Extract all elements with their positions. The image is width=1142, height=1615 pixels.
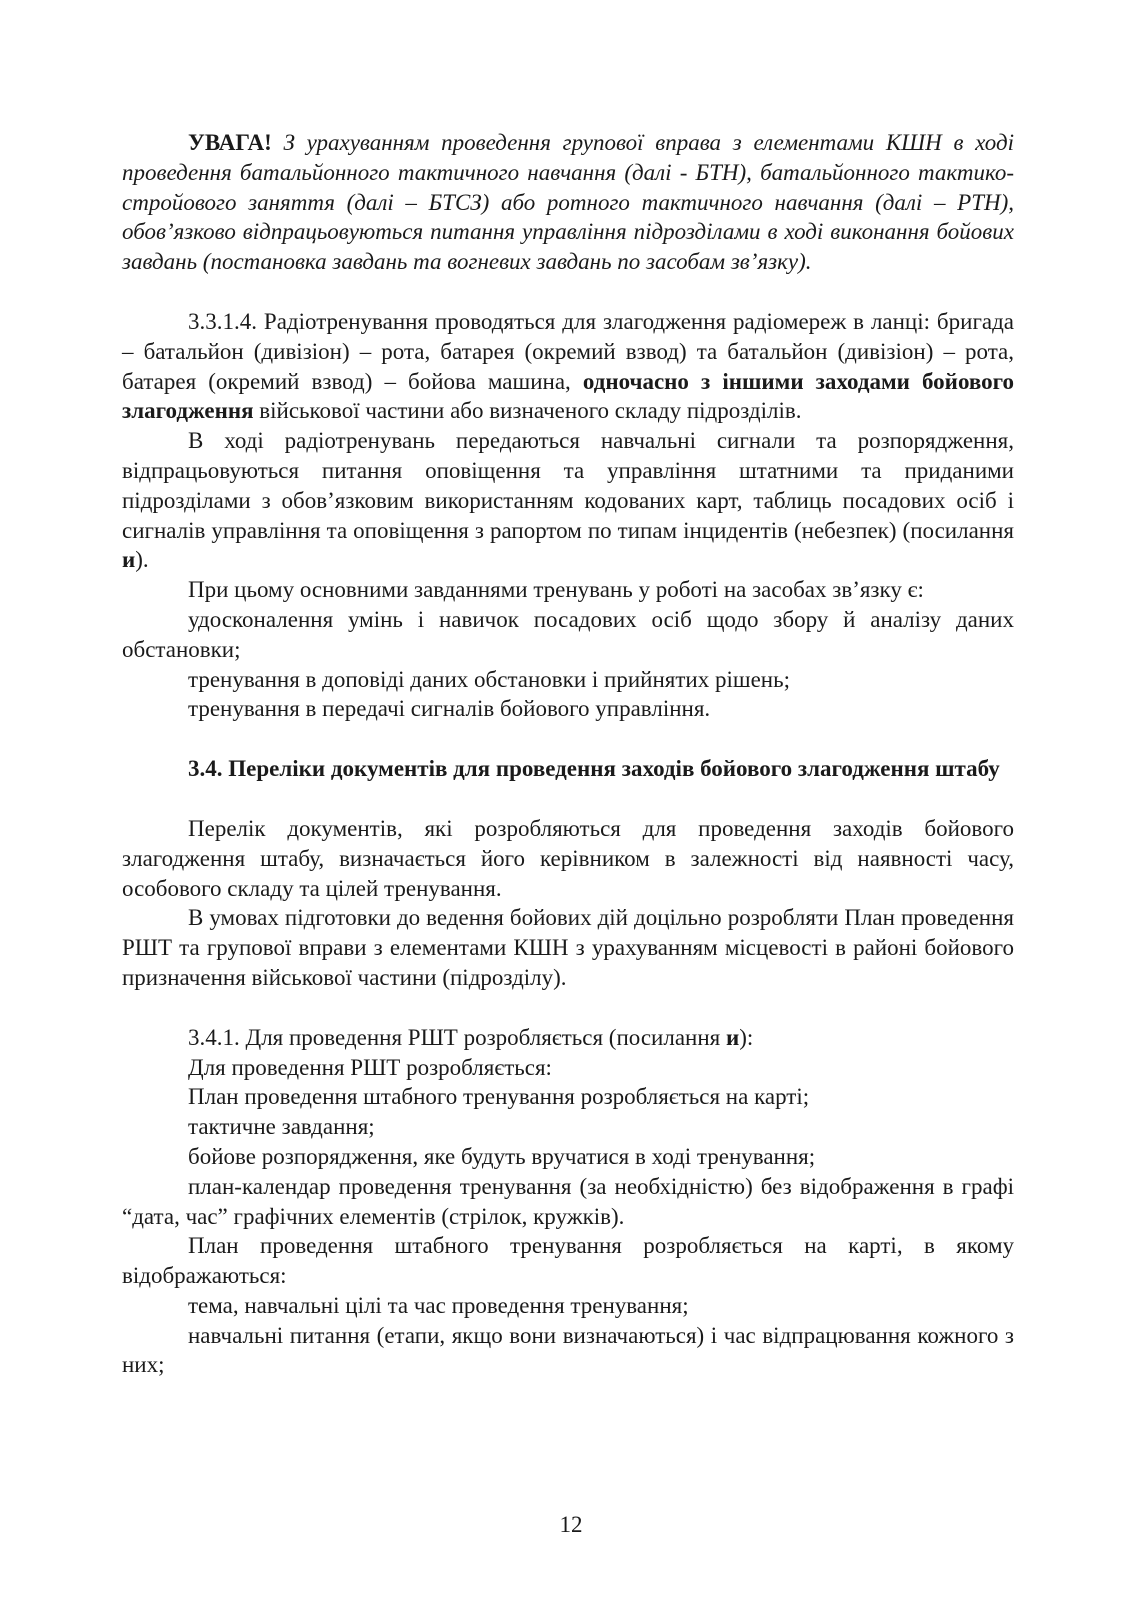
paragraph-341-6: план-календар проведення тренування (за необхідністю) без відображення в графі “дата, час” графічних елементів (стрілок, кружків). (122, 1173, 1014, 1229)
paragraph-text: 3.4.1. Для проведення РШТ розробляється (посилання (188, 1024, 721, 1050)
paragraph-341-9: навчальні питання (етапи, якщо вони визначаються) і час відпрацювання кожного з них; (122, 1322, 1014, 1378)
paragraph-text: 3.3.1.4. Радіотренування проводяться для злагодження радіомереж в ланці: бригада – батальйон (дивізіон) – рота, батарея (окремий взвод) та батальйон (дивізіон) – рота, батарея (окремий взвод) – бойова машина, (122, 308, 1014, 394)
section-heading-34: 3.4. Переліки документів для проведення заходів бойового злагодження штабу (188, 756, 1000, 782)
bold-emphasis: одночасно з іншими заходами бойового злагодження (122, 368, 1015, 424)
attention-paragraph (122, 128, 1014, 277)
reference-letter: и (122, 547, 136, 573)
paragraph-3314-2 (122, 426, 1014, 575)
paragraph-341-7: План проведення штабного тренування розробляється на карті, в якому відображаються: (122, 1233, 1014, 1289)
paragraph-34-2: В умовах підготовки до ведення бойових дій доцільно розробляти План проведення РШТ та групової вправи з елементами КШН з урахуванням місцевості в районі бойового призначення військової частини (підрозділу). (122, 905, 1014, 990)
attention-text: З урахуванням проведення групової вправа з елементами КШН в ході проведення батальйонного тактичного навчання (далі - БТН), батальйонного тактико-стройового заняття (далі – БТСЗ) або ротного тактичного навчання (далі – РТН), обов’язково відпрацьовуються питання управління підрозділами в ході виконання бойових завдань (постановка завдань та вогневих завдань по засобам зв’язку). (122, 130, 1015, 275)
paragraph-3314-1 (122, 307, 1014, 426)
page-number: 12 (559, 1512, 583, 1537)
paragraph-341-3: План проведення штабного тренування розробляється на карті; (188, 1084, 810, 1110)
paragraph-3314-5: тренування в доповіді даних обстановки і прийнятих рішень; (188, 666, 790, 692)
spacer (122, 993, 1014, 1023)
reference-letter: и (726, 1024, 740, 1050)
paragraph-text: В ході радіотренувань передаються навчальні сигнали та розпорядження, відпрацьовуються питання оповіщення та управління штатними та приданими підрозділами з обов’язковим використанням кодованих карт, таблиць посадових осіб і сигналів управління та оповіщення з рапортом по типам інцидентів (небезпек) (посилання (122, 428, 1014, 543)
paragraph-341-8: тема, навчальні цілі та час проведення тренування; (188, 1292, 689, 1318)
page-content (122, 128, 1014, 1380)
paragraph-341-5: бойове розпорядження, яке будуть вручатися в ході тренування; (188, 1143, 816, 1169)
paragraph-3314-6: тренування в передачі сигналів бойового управління. (188, 696, 711, 722)
paragraph-text: ). (135, 547, 149, 573)
paragraph-341-4: тактичне завдання; (188, 1114, 375, 1140)
paragraph-34-1: Перелік документів, які розробляються для проведення заходів бойового злагодження штабу, визначається його керівником в залежності від наявності часу, особового складу та цілей тренування. (122, 815, 1014, 901)
paragraph-text: військової частини або визначеного складу підрозділів. (259, 398, 802, 424)
paragraph-341-1 (122, 1023, 1014, 1053)
paragraph-341-2: Для проведення РШТ розробляється: (188, 1054, 552, 1080)
paragraph-3314-3: При цьому основними завданнями тренувань у роботі на засобах зв’язку є: (188, 577, 924, 603)
spacer (122, 724, 1014, 754)
spacer (122, 277, 1014, 307)
paragraph-text: ): (739, 1024, 754, 1050)
spacer (122, 784, 1014, 814)
attention-label: УВАГА! (188, 130, 272, 155)
paragraph-3314-4: удосконалення умінь і навичок посадових осіб щодо збору й аналізу даних обстановки; (122, 606, 1014, 662)
